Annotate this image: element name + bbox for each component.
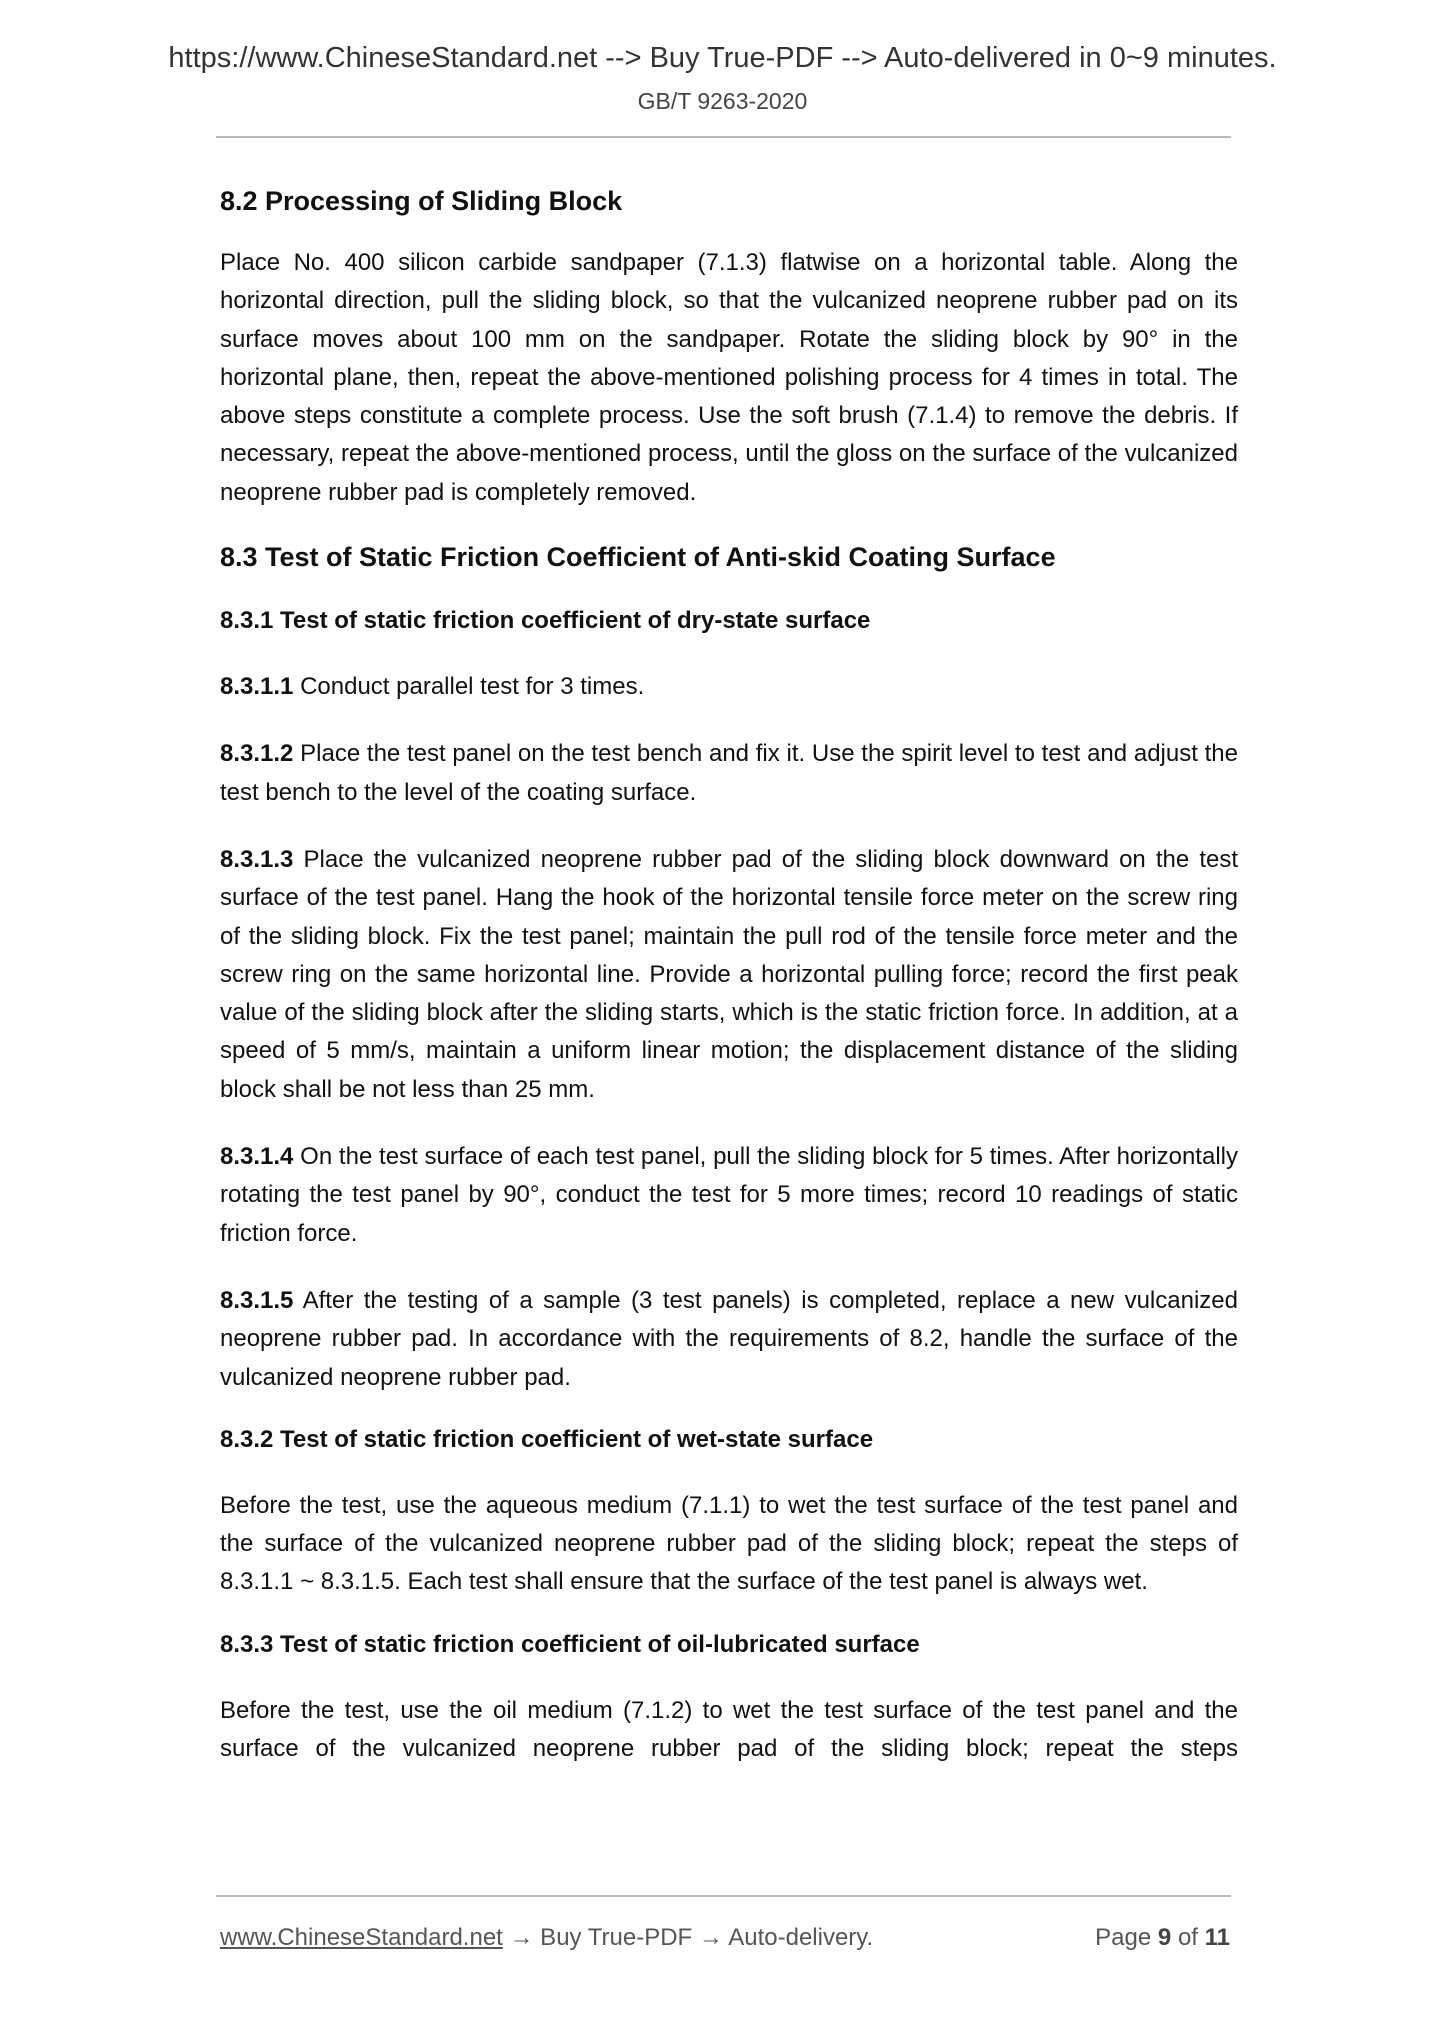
section-heading-8-3: 8.3 Test of Static Friction Coefficient of Anti-skid Coating Surface [220,542,1056,573]
clause-8-3-1-2 [220,735,1238,812]
clause-text: Conduct parallel test for 3 times. [293,673,645,701]
clause-number: 8.3.1.1 [220,673,294,701]
section-heading-8-3-3: 8.3.3 Test of static friction coefficient of oil-lubricated surface [220,1630,920,1658]
clause-text: On the test surface of each test panel, pull the sliding block for 5 times. After horizontally rotating the test panel by 90°, conduct the test for 5 more times; record 10 readings of static friction force. [220,1143,1238,1247]
clause-number: 8.3.1.3 [220,845,294,873]
current-page: 9 [1157,1924,1172,1951]
section-body-8-3-2: Before the test, use the aqueous medium (7.1.1) to wet the test surface of the test panel and the surface of the vulcanized neoprene rubber pad of the sliding block; repeat the steps of 8.3.1.1 ~ 8.3.1.5. Each test shall ensure that the surface of the test panel is always wet. [220,1491,1238,1596]
section-heading-8-3-1: 8.3.1 Test of static friction coefficient of dry-state surface [220,607,871,635]
site-link[interactable]: www.ChineseStandard.net [220,1924,503,1951]
clause-number: 8.3.1.2 [220,740,294,768]
clause-8-3-1-3 [220,841,1238,1109]
clause-8-3-1-5 [220,1282,1238,1397]
clause-number: 8.3.1.4 [220,1143,294,1171]
total-pages: 11 [1204,1924,1230,1951]
clause-text: After the testing of a sample (3 test panels) is completed, replace a new vulcanized neoprene rubber pad. In accordance with the requirements of 8.2, handle the surface of the vulcanized neoprene rubber pad. [220,1286,1238,1391]
header-divider [216,136,1231,138]
clause-text: Place the test panel on the test bench and fix it. Use the spirit level to test and adjust the test bench to the level of the coating surface. [220,740,1238,806]
clause-text: Place the vulcanized neoprene rubber pad of the sliding block downward on the test surface of the test panel. Hang the hook of the horizontal tensile force meter on the screw ring of the sliding block. Fix the test panel; maintain the pull rod of the tensile force meter and the screw ring on the same horizontal line. Provide a horizontal pulling force; record the first peak value of the sliding block after the sliding starts, which is the static friction force. In addition, at a speed of 5 mm/s, maintain a uniform linear motion; the displacement distance of the sliding block shall be not less than 25 mm. [220,845,1238,1103]
standard-code: GB/T 9263-2020 [637,88,808,114]
page-indicator: Page 9 of 11 [1095,1924,1230,1951]
section-heading-8-2: 8.2 Processing of Sliding Block [220,186,623,216]
page-footer [220,1924,1230,1952]
section-heading-8-3-2: 8.3.2 Test of static friction coefficient of wet-state surface [220,1425,874,1453]
section-body-8-3-3: Before the test, use the oil medium (7.1.2) to wet the test surface of the test panel and the surface of the vulcanized neoprene rubber pad of the sliding block; repeat the steps [220,1696,1238,1763]
clause-number: 8.3.1.5 [220,1286,294,1314]
section-body-8-2: Place No. 400 silicon carbide sandpaper (7.1.3) flatwise on a horizontal table. Along the horizontal direction, pull the sliding block, so that the vulcanized neoprene rubber pad on its surface moves about 100 mm on the sandpaper. Rotate the sliding block by 90° in the horizontal plane, then, repeat the above-mentioned polishing process for 4 times in total. The above steps constitute a complete process. Use the soft brush (7.1.4) to remove the debris. If necessary, repeat the above-mentioned process, until the gloss on the surface of the vulcanized neoprene rubber pad is completely removed. [220,249,1238,506]
footer-divider [216,1895,1231,1897]
footer-tagline: → Buy True-PDF → Auto-delivery. [502,1924,874,1951]
clause-8-3-1-4 [220,1138,1238,1253]
clause-8-3-1-1 [220,668,1238,706]
top-banner: https://www.ChineseStandard.net --> Buy True-PDF --> Auto-delivered in 0~9 minutes. [168,42,1277,74]
document-body [220,182,1238,1768]
